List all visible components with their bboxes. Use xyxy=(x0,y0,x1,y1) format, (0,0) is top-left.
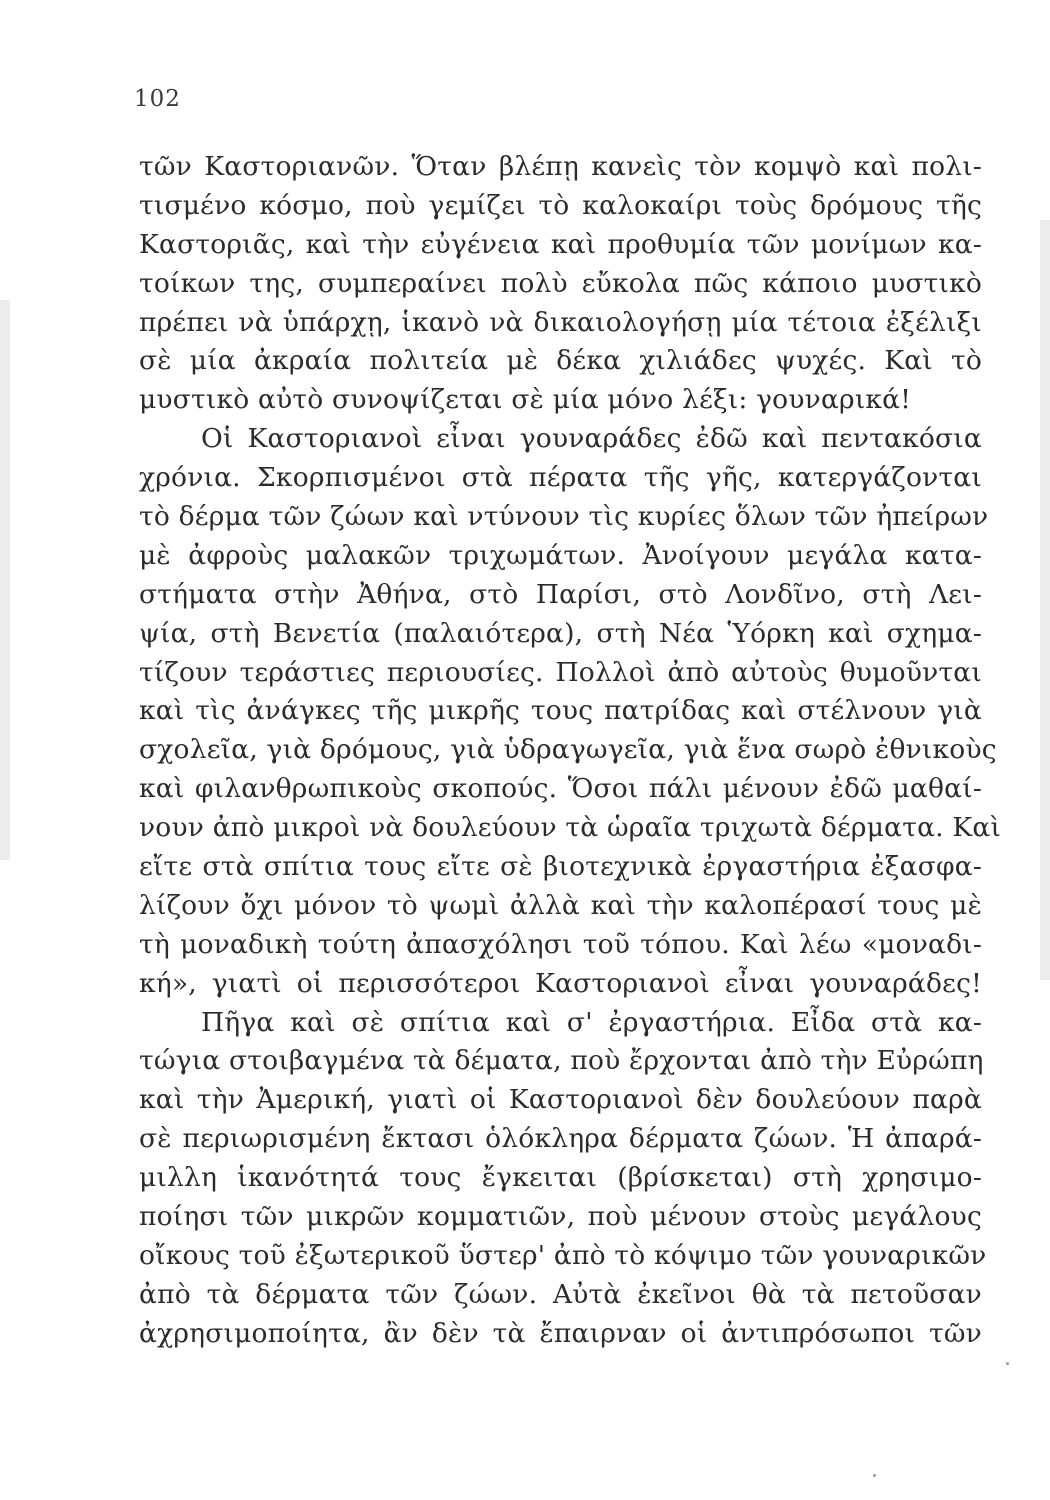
page-number: 102 xyxy=(134,86,181,112)
text-line: τοίκων της, συμπεραίνει πολὺ εὔκολα πῶς κάποιο μυστικὸ xyxy=(139,267,982,299)
bleed-through-mark xyxy=(1040,220,1050,980)
text-line: ἀπὸ τὰ δέρματα τῶν ζώων. Αὐτὰ ἐκεῖνοι θὰ τὰ πετοῦσαν xyxy=(139,1278,982,1310)
text-line: ἀχρησιμοποίητα, ἂν δὲν τὰ ἔπαιρναν οἱ ἀντιπρόσωποι τῶν xyxy=(139,1317,982,1349)
text-line: ψία, στὴ Βενετία (παλαιότερα), στὴ Νέα Ὑόρκη καὶ σχημα- xyxy=(139,617,982,649)
text-line: χρόνια. Σκορπισμένοι στὰ πέρατα τῆς γῆς, κατεργάζονται xyxy=(139,462,982,494)
text-line: νουν ἀπὸ μικροὶ νὰ δουλεύουν τὰ ὡραῖα τριχωτὰ δέρματα. Καὶ xyxy=(139,812,1002,844)
text-line: σὲ περιωρισμένη ἔκτασι ὁλόκληρα δέρματα ζώων. Ἡ ἀπαρά- xyxy=(139,1123,982,1155)
text-line: Πῆγα καὶ σὲ σπίτια καὶ σ' ἐργαστήρια. Εἶδα στὰ κα- xyxy=(201,1006,982,1038)
ink-speck xyxy=(1006,1362,1009,1365)
text-line: καὶ τὶς ἀνάγκες τῆς μικρῆς τους πατρίδας καὶ στέλνουν γιὰ xyxy=(139,695,982,727)
text-line: τῶν Καστοριανῶν. Ὅταν βλέπῃ κανεὶς τὸν κομψὸ καὶ πολι- xyxy=(139,151,982,182)
text-line: εἴτε στὰ σπίτια τους εἴτε σὲ βιοτεχνικὰ ἐργαστήρια ἐξασφα- xyxy=(139,851,982,883)
text-line: τὴ μοναδικὴ τούτη ἀπασχόλησι τοῦ τόπου. Καὶ λέω «μοναδι- xyxy=(139,928,982,960)
text-line: μιλλη ἱκανότητά τους ἔγκειται (βρίσκεται) στὴ χρησιμο- xyxy=(139,1162,982,1194)
text-line: κή», γιατὶ οἱ περισσότεροι Καστοριανοὶ εἶναι γουναράδες! xyxy=(139,967,982,999)
text-line: ποίησι τῶν μικρῶν κομματιῶν, ποὺ μένουν στοὺς μεγάλους xyxy=(139,1201,982,1233)
text-line: λίζουν ὄχι μόνον τὸ ψωμὶ ἀλλὰ καὶ τὴν καλοπέρασί τους μὲ xyxy=(139,889,982,921)
text-line: στήματα στὴν Ἀθήνα, στὸ Παρίσι, στὸ Λονδῖνο, στὴ Λει- xyxy=(139,578,982,610)
text-line: σὲ μία ἀκραία πολιτεία μὲ δέκα χιλιάδες ψυχές. Καὶ τὸ xyxy=(139,345,982,377)
bleed-through-mark xyxy=(0,300,10,860)
text-line: Καστοριᾶς, καὶ τὴν εὐγένεια καὶ προθυμία τῶν μονίμων κα- xyxy=(139,228,982,260)
body-text xyxy=(139,148,1002,1354)
text-line: τισμένο κόσμο, ποὺ γεμίζει τὸ καλοκαίρι τοὺς δρόμους τῆς xyxy=(139,189,982,221)
text-line: τώγια στοιβαγμένα τὰ δέματα, ποὺ ἔρχονται ἀπὸ τὴν Εὐρώπη xyxy=(139,1045,984,1077)
text-line: καὶ τὴν Ἀμερική, γιατὶ οἱ Καστοριανοὶ δὲν δουλεύουν παρὰ xyxy=(139,1084,982,1116)
text-line: τίζουν τεράστιες περιουσίες. Πολλοὶ ἀπὸ αὐτοὺς θυμοῦνται xyxy=(139,656,982,688)
text-line: μὲ ἀφροὺς μαλακῶν τριχωμάτων. Ἀνοίγουν μεγάλα κατα- xyxy=(139,539,982,571)
text-line: οἴκους τοῦ ἐξωτερικοῦ ὕστερ' ἀπὸ τὸ κόψιμο τῶν γουναρικῶν xyxy=(139,1239,987,1271)
text-line: Οἱ Καστοριανοὶ εἶναι γουναράδες ἐδῶ καὶ πεντακόσια xyxy=(201,423,982,455)
ink-speck xyxy=(873,1474,876,1477)
text-line: σχολεῖα, γιὰ δρόμους, γιὰ ὑδραγωγεῖα, γιὰ ἕνα σωρὸ ἐθνικοὺς xyxy=(139,734,997,766)
text-line: καὶ φιλανθρωπικοὺς σκοπούς. Ὅσοι πάλι μένουν ἐδῶ μαθαί- xyxy=(139,773,982,805)
text-line: πρέπει νὰ ὑπάρχῃ, ἱκανὸ νὰ δικαιολογήσῃ μία τέτοια ἐξέλιξι xyxy=(139,306,982,338)
text-line: μυστικὸ αὐτὸ συνοψίζεται σὲ μία μόνο λέξι: γουναρικά! xyxy=(139,384,912,416)
text-line: τὸ δέρμα τῶν ζώων καὶ ντύνουν τὶς κυρίες ὅλων τῶν ἠπείρων xyxy=(139,501,989,533)
